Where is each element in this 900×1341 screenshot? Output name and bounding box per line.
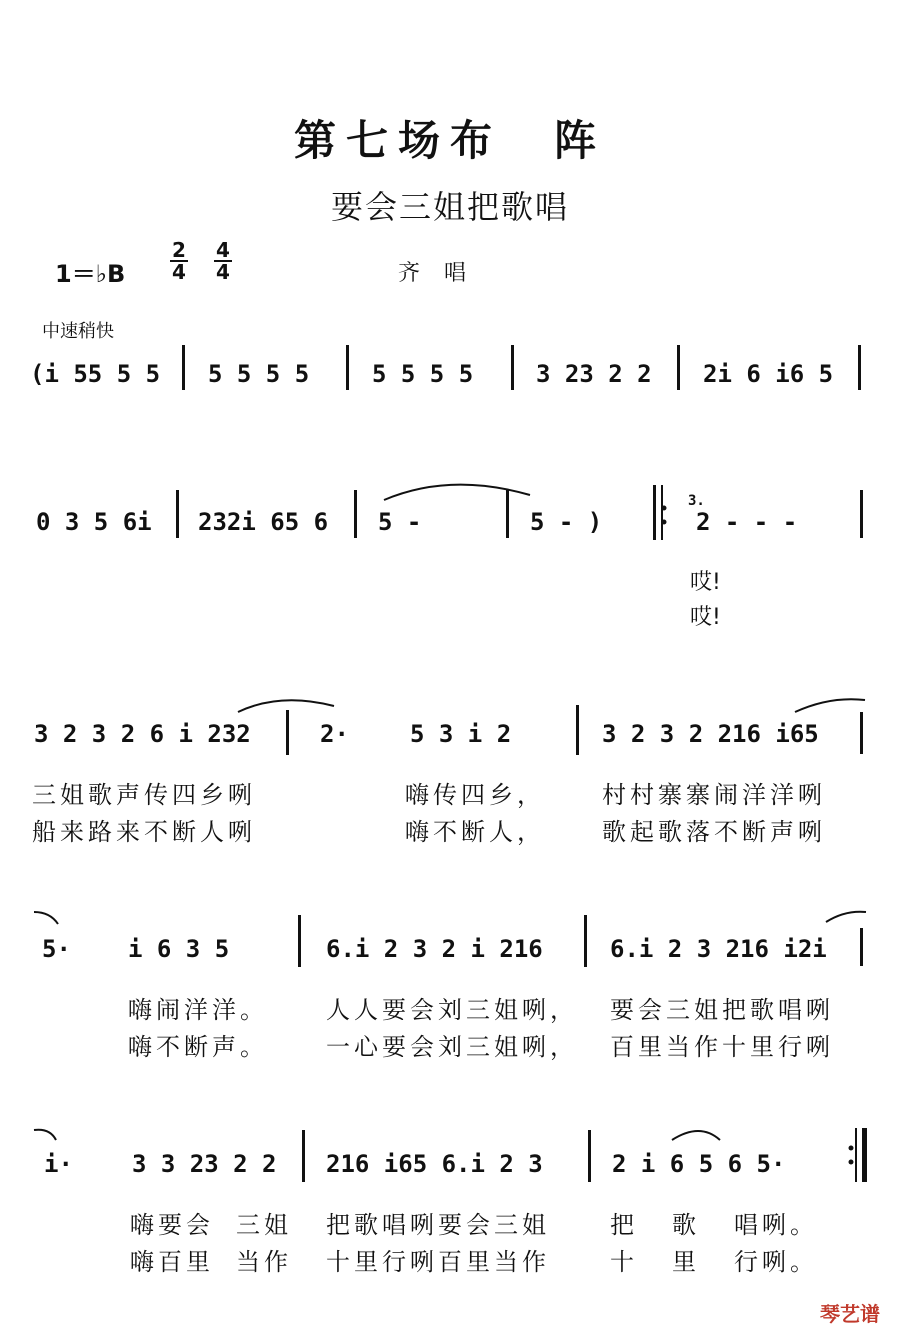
lyric-line: 嗨闹洋洋。 — [128, 996, 268, 1024]
lyric-line: 歌起歌落不断声咧 — [602, 818, 826, 846]
lyric-line: 嗨不断声。 — [128, 1033, 268, 1061]
row3-measure2: 2· — [320, 720, 349, 748]
key-signature: 1＝♭B — [55, 260, 126, 288]
lyric-line: 歌 — [672, 1211, 700, 1239]
lyric-line: 嗨百里 — [130, 1248, 214, 1276]
tie-slur — [34, 1130, 56, 1140]
row2-measure5: 2 - - - — [696, 508, 798, 536]
repeat-dot — [849, 1160, 854, 1165]
row2-measure3: 5 - — [378, 508, 422, 536]
watermark-logo: 琴艺谱 — [820, 1302, 880, 1326]
tie-slur — [826, 912, 866, 922]
row1-measure4: 3 23 2 2 — [536, 360, 652, 388]
row2-measure1: 0 3 5 6i — [36, 508, 152, 536]
lyric-line: 行咧。 — [734, 1248, 818, 1276]
volta-ending-label: 3. — [688, 493, 705, 509]
lyric-line: 把歌唱咧要会三姐 — [326, 1211, 550, 1239]
lyric-line: 十 — [610, 1248, 638, 1276]
lyric-line: 十里行咧百里当作 — [326, 1248, 550, 1276]
page-title: 第七场布 阵 — [293, 116, 606, 165]
lyric-line: 一心要会刘三姐咧， — [326, 1033, 578, 1061]
lyric-line: 三姐歌声传四乡咧 — [32, 781, 256, 809]
row2-measure2: 232i 65 6 — [198, 508, 329, 536]
lyric-line: 里 — [672, 1248, 700, 1276]
lyric-line: 当作 — [236, 1248, 292, 1276]
row3-measure4: 3 2 3 2 216 i65 — [602, 720, 819, 748]
row5-measure4: 2 i 6 5 6 5· — [612, 1150, 786, 1178]
tie-slur — [34, 912, 58, 924]
tie-slur — [384, 485, 530, 500]
row1-measure1: (i 55 5 5 — [30, 360, 161, 388]
lyric-line: 三姐 — [236, 1211, 292, 1239]
tie-slur — [795, 699, 865, 712]
lyric-line: 嗨不断人， — [405, 818, 545, 846]
lyric-line: 把 — [610, 1211, 638, 1239]
lyric-line: 百里当作十里行咧 — [610, 1033, 834, 1061]
repeat-dot — [662, 506, 667, 511]
lyric-line: 唱咧。 — [734, 1211, 818, 1239]
row4-measure2: i 6 3 5 — [128, 935, 230, 963]
row4-measure1: 5· — [42, 935, 71, 963]
row3-measure1: 3 2 3 2 6 i 232 — [34, 720, 251, 748]
row4-measure3: 6.i 2 3 2 i 216 — [326, 935, 543, 963]
tempo-mark: 中速稍快 — [42, 321, 114, 342]
lyric-line: 嗨要会 — [130, 1211, 214, 1239]
row1-measure3: 5 5 5 5 — [372, 360, 474, 388]
row1-measure5: 2i 6 i6 5 — [703, 360, 834, 388]
time-signature-4-4: 4 4 — [214, 240, 232, 282]
song-subtitle: 要会三姐把歌唱 — [330, 188, 569, 226]
lyric-line: 船来路来不断人咧 — [32, 818, 256, 846]
lyric-line: 要会三姐把歌唱咧 — [610, 996, 834, 1024]
lyric-line: 村村寨寨闹洋洋咧 — [602, 781, 826, 809]
row5-measure1: i· — [44, 1150, 73, 1178]
lyric-line: 人人要会刘三姐咧， — [326, 996, 578, 1024]
interjection: 哎! — [690, 605, 721, 630]
row5-measure2: 3 3 23 2 2 — [132, 1150, 277, 1178]
tie-slur — [672, 1131, 720, 1140]
row4-measure4: 6.i 2 3 216 i2i — [610, 935, 827, 963]
repeat-dot — [662, 520, 667, 525]
row5-measure3: 216 i65 6.i 2 3 — [326, 1150, 543, 1178]
time-signature-2-4: 2 4 — [170, 240, 188, 282]
interjection: 哎! — [690, 570, 721, 595]
row3-measure3: 5 3 i 2 — [410, 720, 512, 748]
tie-slur — [238, 700, 334, 712]
row1-measure2: 5 5 5 5 — [208, 360, 310, 388]
lyric-line: 嗨传四乡， — [405, 781, 545, 809]
row2-measure4: 5 - ) — [530, 508, 603, 536]
repeat-dot — [849, 1146, 854, 1151]
performance-mark: 齐唱 — [398, 261, 491, 286]
